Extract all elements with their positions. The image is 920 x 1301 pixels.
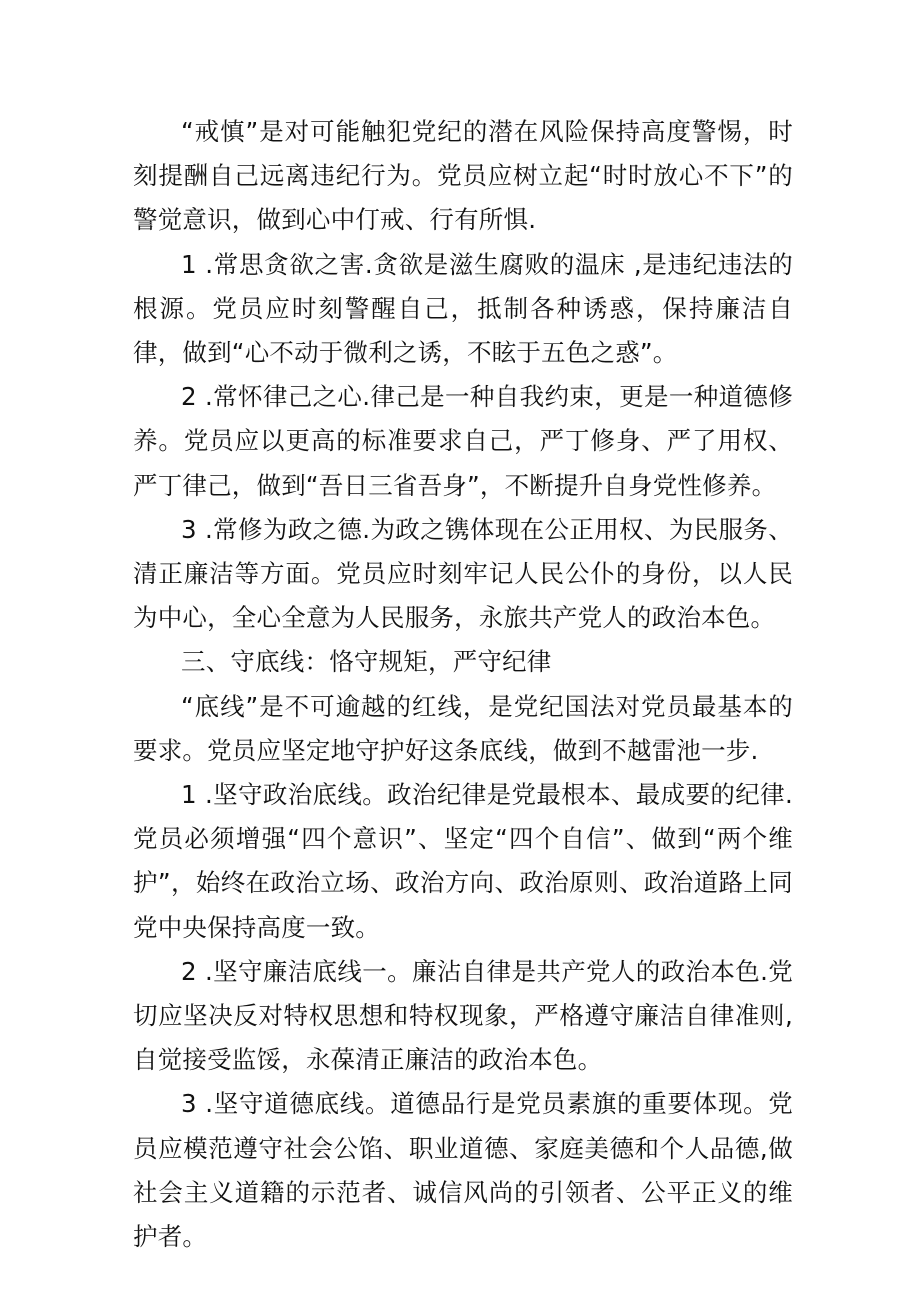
paragraph-jieshen-intro: “戒慎”是对可能触犯党纪的潜在风险保持高度警惕，时刻提酬自己远离违纪行为。党员应树立起“时时放心不下”的警觉意识，做到心中仃戒、行有所惧. [133, 117, 793, 235]
document-body [133, 110, 793, 1259]
paragraph-integrity-line: 2 .坚守廉洁底线一。廉沾自律是共产党人的政治本色.党切应坚决反对特权思想和特权现象，严格遵守廉洁自律准则,自觉接受监馁，永葆清正廉洁的政治本色。 [133, 956, 793, 1075]
section-heading-bottom-line: 三、守底线：恪守规矩，严守纪律 [181, 647, 552, 677]
paragraph-item-1-greed: 1 .常思贪欲之害.贪欲是滋生腐败的温床 ,是违纪违法的根源。党员应时刻警醒自己，抵制各种诱惑，保持廉洁自律，做到“心不动于微利之诱，不眩于五色之惑”。 [133, 249, 793, 368]
paragraph-moral-line: 3 .坚守道德底线。道德品行是党员素旗的重要体现。党员应模范遵守社会公馅、职业道德、家庭美德和个人品德,做社会主义道籍的示范者、诚信风尚的引领者、公平正义的维护者。 [133, 1089, 793, 1252]
paragraph-bottom-line-intro: “底线”是不可逾越的红线，是党纪国法对党员最基本的要求。党员应坚定地守护好这条底线，做到不越雷池一步. [133, 691, 793, 765]
paragraph-item-3-virtue: 3 .常修为政之德.为政之镌体现在公正用权、为民服务、清正廉洁等方面。党员应时刻牢记人民公仆的身份，以人民为中心，全心全意为人民服务，永旅共产党人的政治本色。 [133, 514, 793, 633]
paragraph-item-2-selfdiscipline: 2 .常怀律己之心.律己是一种自我约束，更是一种道德修养。党员应以更高的标准要求自己，严丁修身、严了用权、严丁律己，做到“吾日三省吾身”，不断提升自身党性修养。 [133, 382, 793, 500]
paragraph-political-line: 1 .坚守政治底线。政治纪律是党最根本、最成要的纪律.党员必须增强“四个意识”、坚定“四个自信”、做到“两个维护”，始终在政治立场、政治方向、政治原则、政治道路上同党中央保持高度一致。 [133, 780, 793, 942]
